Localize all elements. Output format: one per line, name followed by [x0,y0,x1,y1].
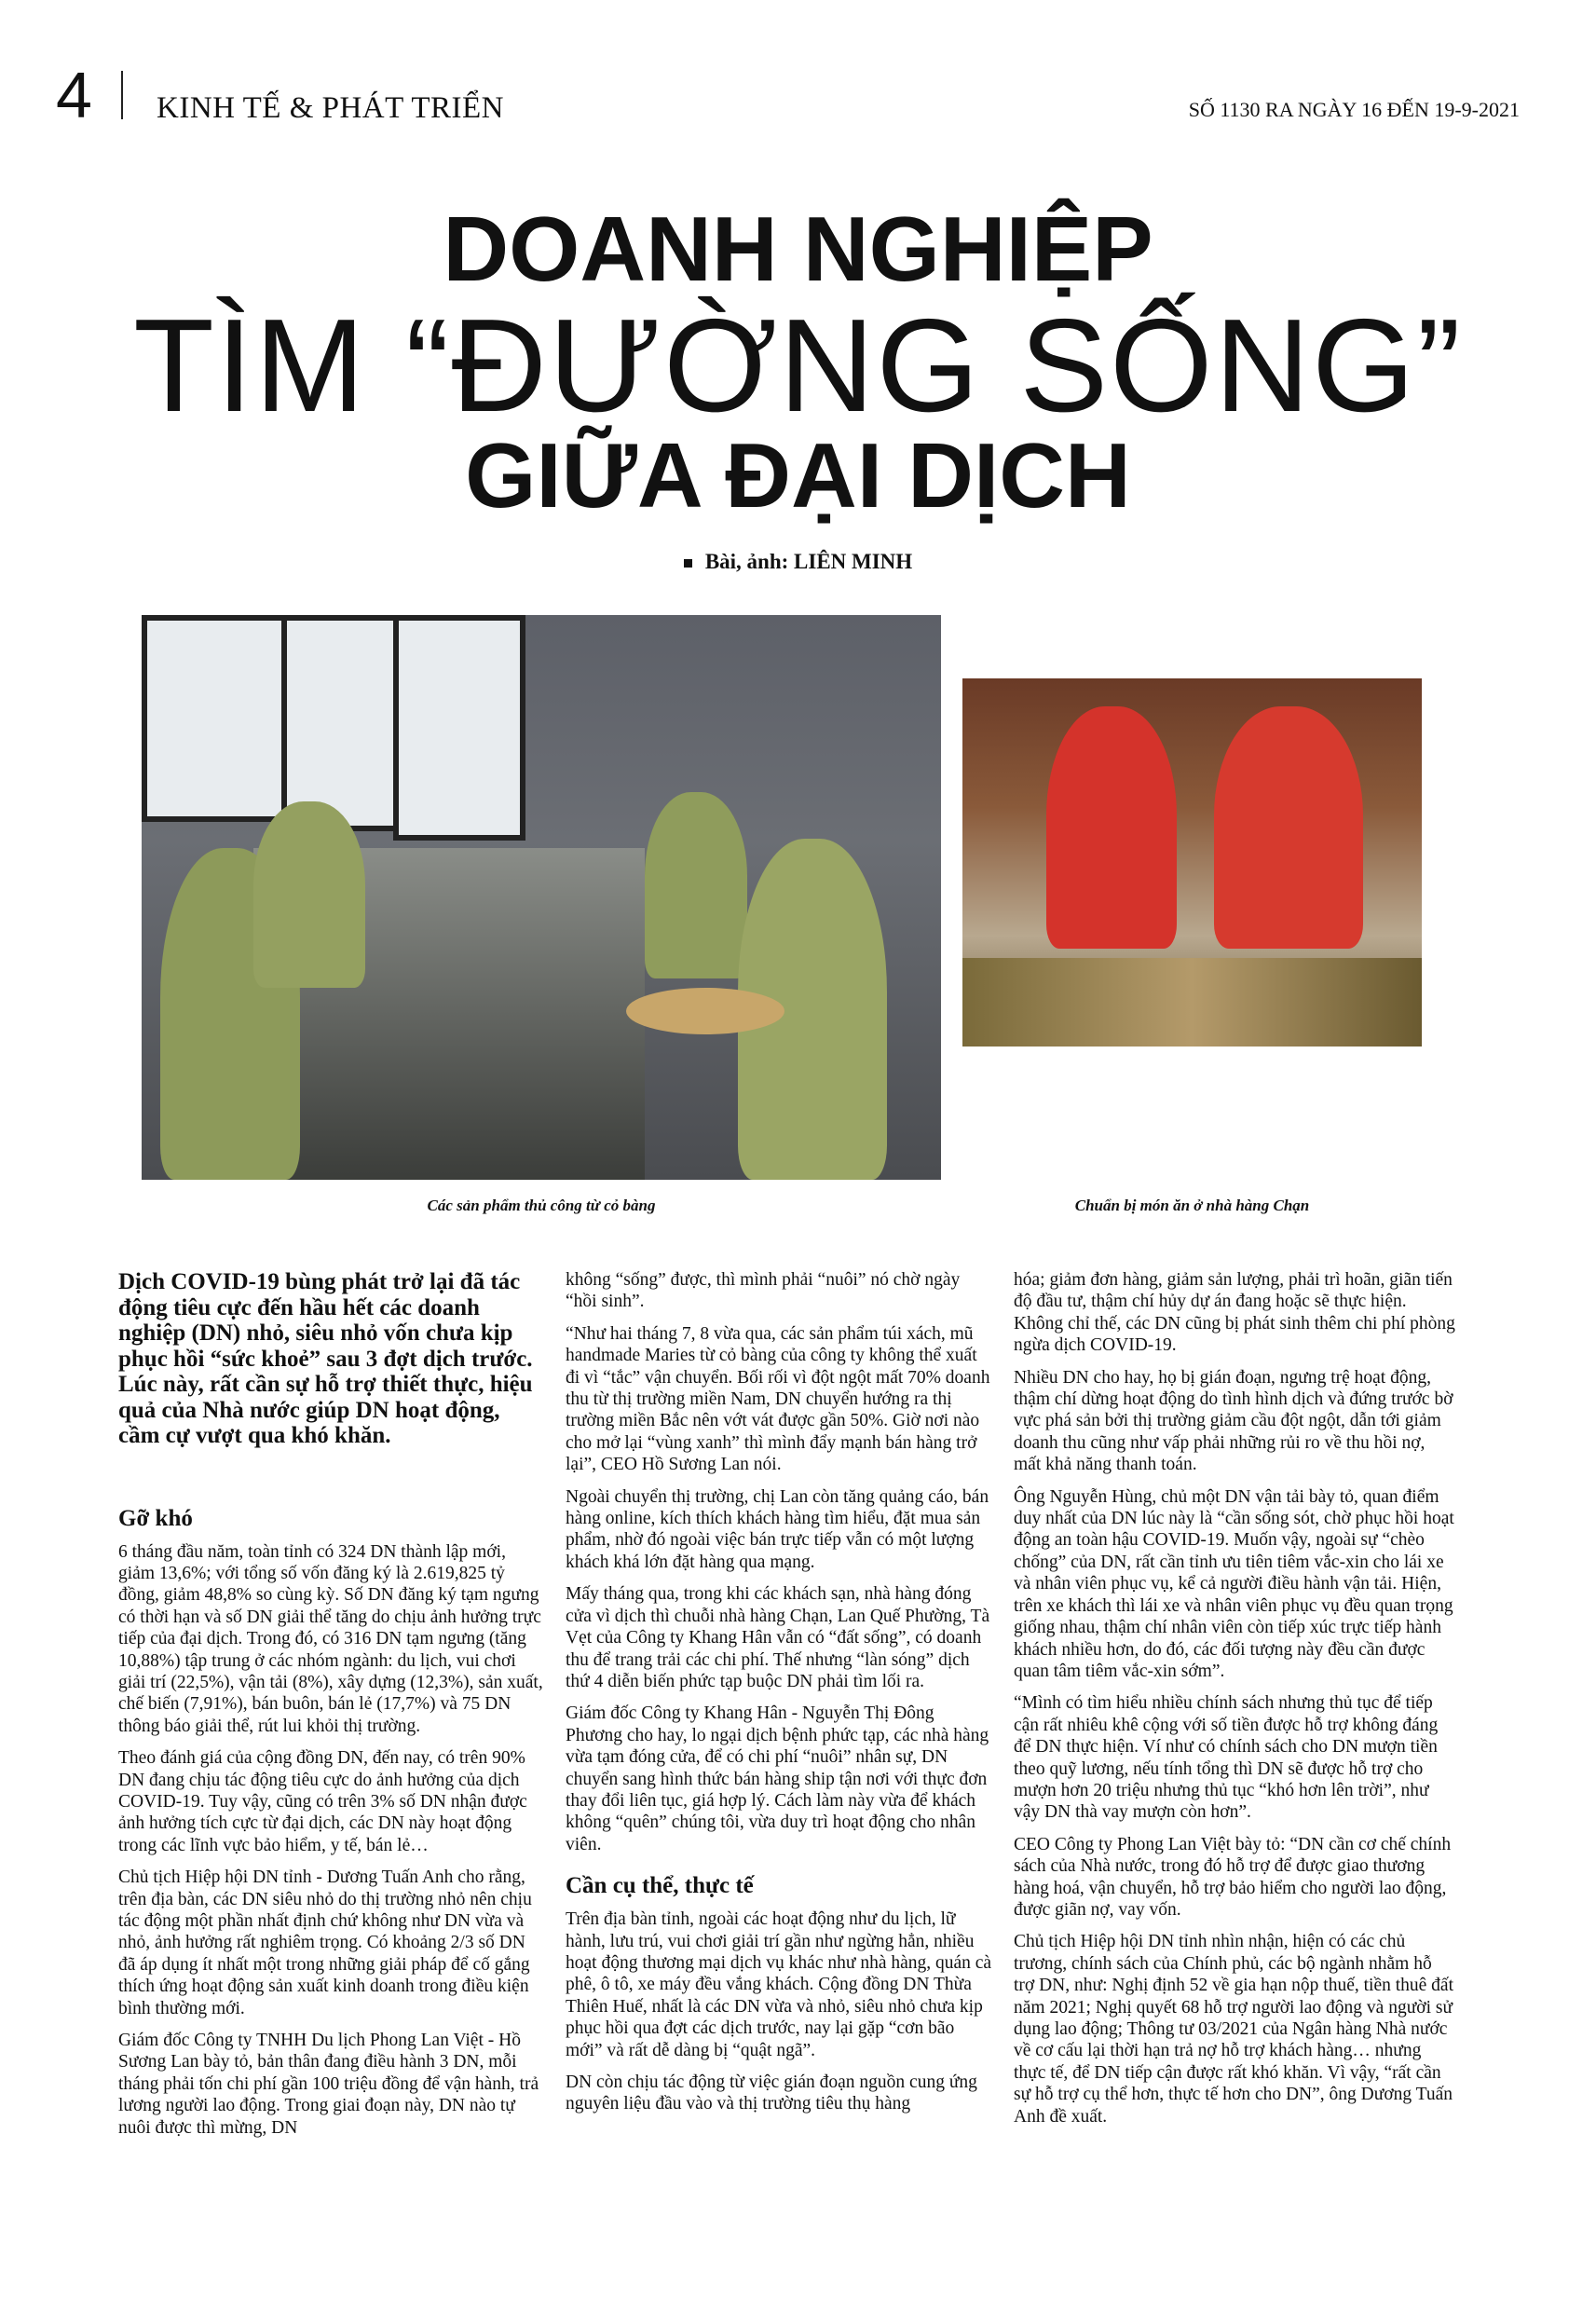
article-column-2 [566,1269,992,2126]
paragraph: “Như hai tháng 7, 8 vừa qua, các sản phẩm túi xách, mũ handmade Maries từ cỏ bàng của công ty không thể xuất đi vì “tắc” vận chuyển. Bối rối vì đột ngột mất 70% doanh thu từ thị trường miền Nam, DN chuyển hướng ra thị trường miền Bắc nên vớt vát được gần 50%. Giờ nơi nào cho mở lại “vùng xanh” thì mình đẩy mạnh bán hàng trở lại”, CEO Hồ Sương Lan nói. [566,1323,990,1475]
window [281,615,404,831]
paragraph: Trên địa bàn tỉnh, ngoài các hoạt động như du lịch, lữ hành, lưu trú, vui chơi giải trí gần như ngừng hẳn, nhiều hoạt động thương mại dịch vụ khác như nhà hàng, quán cà phê, ô tô, xe máy đều vắng khách. Cộng đồng DN Thừa Thiên Huế, nhất là các DN vừa và nhỏ, siêu nhỏ chưa kịp phục hồi qua đợt các dịch trước, nay lại gặp “cơn bão mới” và rất dễ dàng bị “quật ngã”. [566,1909,992,2060]
paragraph: “Mình có tìm hiểu nhiều chính sách nhưng thủ tục để tiếp cận rất nhiêu khê cộng với số tiền được hỗ trợ không đáng để DN thực hiện. Ví như có chính sách cho DN mượn tiền theo quỹ lương, nếu tính tổng thì DN sẽ được hỗ trợ cho mượn hơn 20 triệu nhưng thủ tục “khó hơn lên trời”, như vậy DN thà vay mượn còn hơn”. [1014,1693,1439,1823]
article-column-3 [1014,1269,1455,2138]
photo-handicraft-workshop [142,615,941,1180]
issue-date: SỐ 1130 RA NGÀY 16 ĐẾN 19-9-2021 [1188,98,1520,121]
paragraph: Chủ tịch Hiệp hội DN tỉnh - Dương Tuấn Anh cho rằng, trên địa bàn, các DN siêu nhỏ do thị trường nhỏ nên chịu tác động một phần nhất định chứ không như DN vừa và nhỏ, ảnh hưởng rất nghiêm trọng. Có khoảng 2/3 số DN đã áp dụng ít nhất một trong những giải pháp để cố gắng thích ứng hoạt động sản xuất kinh doanh trong điều kiện bình thường mới. [118,1867,532,2018]
subheading: Gỡ khó [118,1505,193,1531]
food-trays [962,958,1422,1047]
subheading: Cần cụ thể, thực tế [566,1873,754,1899]
headline-line-2: TÌM “ĐƯỜNG SỐNG” [133,292,1463,440]
paragraph: Mấy tháng qua, trong khi các khách sạn, nhà hàng đóng cửa vì dịch thì chuỗi nhà hàng Chạn, Lan Quế Phường, Tà Vẹt của Công ty Khang Hân vẫn có “đất sống”, có doanh thu để trang trải các chi phí. Thế nhưng “làn sóng” dịch thứ 4 diễn biến phức tạp buộc DN phải tìm lối ra. [566,1584,990,1691]
paragraph: Giám đốc Công ty Khang Hân - Nguyễn Thị Đông Phương cho hay, lo ngại dịch bệnh phức tạp, các nhà hàng vừa tạm đóng cửa, để có chi phí “nuôi” nhân sự, DN chuyển sang hình thức bán hàng ship tận nơi với thực đơn thay đổi liên tục, giá hợp lý. Cách làm này vừa để khách không “quên” chúng tôi, vừa duy trì hoạt động cho nhân viên. [566,1703,989,1854]
paragraph: 6 tháng đầu năm, toàn tỉnh có 324 DN thành lập mới, giảm 13,6%; với tổng số vốn đăng ký là 2.619,825 tỷ đồng, giảm 48,8% so cùng kỳ. Số DN đăng ký tạm ngưng có thời hạn và số DN giải thể tăng do chịu ảnh hưởng trực tiếp của đại dịch. Trong đó, có 316 DN tạm ngưng (tăng 10,88%) tập trung ở các nhóm ngành: du lịch, vui chơi giải trí (22,5%), vận tải (8%), xây dựng (12,3%), sản xuất, chế biến (7,91%), bán buôn, bán lẻ (17,7%) và 75 DN thông báo giải thể, rút lui khỏi thị trường. [118,1541,543,1736]
photo-caption: Các sản phẩm thủ công từ cỏ bàng [427,1197,656,1214]
photo-caption: Chuẩn bị món ăn ở nhà hàng Chạn [1074,1197,1310,1214]
article-column-1 [118,1269,543,2149]
worker [253,801,365,988]
headline-line-1: DOANH NGHIỆP [443,198,1153,300]
article-lead: Dịch COVID-19 bùng phát trở lại đã tác động tiêu cực đến hầu hết các doanh nghiệp (DN) nhỏ, siêu nhỏ vốn chưa kịp phục hồi “sức khoẻ” sau 3 đợt dịch trước. Lúc này, rất cần sự hỗ trợ thiết thực, hiệu quả của Nhà nước giúp DN hoạt động, cầm cự vượt qua khó khăn. [118,1269,533,1448]
paragraph: Ông Nguyễn Hùng, chủ một DN vận tải bày tỏ, quan điểm duy nhất của DN lúc này là “cần sống sót, chờ phục hồi hoạt động an toàn hậu COVID-19. Muốn vậy, ngoài sự “chèo chống” của DN, rất cần tỉnh ưu tiên tiêm vắc-xin cho lái xe và nhân viên phục vụ, kể cả người điều hành vận tải. Hiện, trên xe khách thì lái xe và nhân viên phục vụ đều quan trọng giống nhau, thậm chí nhân viên còn tiếp xúc trực tiếp hành khách nhiều hơn, do đó, các đối tượng này đều cần được quan tâm tiêm vắc-xin sớm”. [1014,1486,1454,1681]
header-divider [121,71,123,119]
paragraph: DN còn chịu tác động từ việc gián đoạn nguồn cung ứng nguyên liệu đầu vào và thị trường tiêu thụ hàng [566,2073,977,2114]
staff [1214,706,1363,949]
bullet-square-icon [684,559,692,568]
window [142,615,293,822]
straw-hat [626,988,784,1034]
paragraph: hóa; giảm đơn hàng, giảm sản lượng, phải trì hoãn, giãn tiến độ đầu tư, thậm chí hủy dự án đang hoặc sẽ thực hiện. Không chỉ thế, các DN cũng bị phát sinh thêm chi phí phòng ngừa dịch COVID-19. [1014,1270,1455,1356]
paragraph: Chủ tịch Hiệp hội DN tỉnh nhìn nhận, hiện có các chủ trương, chính sách của Chính phủ, các bộ ngành nhằm hỗ trợ DN, như: Nghị định 52 về gia hạn nộp thuế, tiền thuê đất năm 2021; Nghị quyết 68 hỗ trợ người lao động và người sử dụng lao động; Thông tư 03/2021 của Ngân hàng Nhà nước về cơ cấu lại thời hạn trả nợ hỗ trợ khách hàng… nhưng thực tế, để DN tiếp cận được rất khó khăn. Vì vậy, “rất cần sự hỗ trợ cụ thể hơn, thực tế hơn cho DN”, ông Dương Tuấn Anh đề xuất. [1014,1932,1454,2127]
page-number: 4 [56,59,92,131]
photo-restaurant-kitchen [962,678,1422,1047]
paragraph: CEO Công ty Phong Lan Việt bày tỏ: “DN cần cơ chế chính sách của Nhà nước, trong đó hỗ trợ để được giao thương hàng hoá, vận chuyển, hỗ trợ bảo hiểm cho người lao động, được giãn nợ, vay vốn. [1014,1834,1452,1920]
worker [645,792,747,978]
paragraph: Ngoài chuyển thị trường, chị Lan còn tăng quảng cáo, bán hàng online, kích thích khách hàng tìm hiểu, đặt mua sản phẩm, nhờ đó ngoài việc bán trực tiếp vẫn có một lượng khách khá lớn đặt hàng qua mạng. [566,1486,989,1572]
staff [1046,706,1177,949]
paragraph: Nhiều DN cho hay, họ bị gián đoạn, ngưng trệ hoạt động, thậm chí dừng hoạt động do tình hình dịch và đứng trước bờ vực phá sản bởi thị trường giảm cầu đột ngột, dẫn tới giảm doanh thu cũng như vấp phải những rủi ro về thu hồi nợ, mất khả năng thanh toán. [1014,1367,1453,1475]
headline-line-3: GIỮA ĐẠI DỊCH [465,424,1131,527]
paragraph: không “sống” được, thì mình phải “nuôi” nó chờ ngày “hồi sinh”. [566,1270,961,1312]
window [393,615,525,841]
byline [0,550,1596,574]
section-title: KINH TẾ & PHÁT TRIỂN [157,91,504,125]
byline-text: Bài, ảnh: LIÊN MINH [704,550,913,573]
paragraph: Giám đốc Công ty TNHH Du lịch Phong Lan Việt - Hồ Sương Lan bày tỏ, bản thân đang điều hành 3 DN, mỗi tháng phải tốn chi phí gần 100 triệu đồng để vận hành, trả lương người lao động. Trong giai đoạn này, DN nào tự nuôi được thì mừng, DN [118,2031,539,2138]
paragraph: Theo đánh giá của cộng đồng DN, đến nay, có trên 90% DN đang chịu tác động tiêu cực do ảnh hưởng của dịch COVID-19. Tuy vậy, cũng có trên 3% số DN nhận được ảnh hưởng tích cực từ đại dịch, các DN này hoạt động trong các lĩnh vực bảo hiểm, y tế, bán lẻ… [118,1748,527,1855]
